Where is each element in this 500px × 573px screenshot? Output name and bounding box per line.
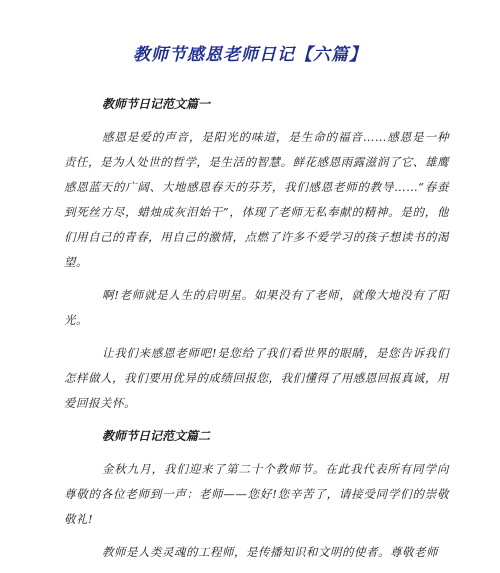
- paragraph: 啊!老师就是人生的启明星。如果没有了老师，就像大地没有了阳光。: [64, 288, 449, 327]
- document-title: 教师节感恩老师日记【六篇】: [133, 45, 367, 65]
- paragraph: 教师是人类灵魂的工程师，是传播知识和文明的使者。尊敬老师: [102, 545, 438, 559]
- document-body: [64, 92, 449, 573]
- paragraph: 感恩是爱的声音，是阳光的味道，是生命的福音……感恩是一种责任，是为人处世的哲学，是生活的智慧。鲜花感恩雨露滋润了它、雄鹰感恩蓝天的广阔、大地感恩春天的芬芳，我们感恩老师的教导……“春蚕到死丝方尽，蜡烛成灰泪始干”，体现了老师无私奉献的精神。是的，他们用自己的青春，用自己的激情，点燃了许多不爱学习的孩子想读书的渴望。: [64, 130, 449, 269]
- paragraph: 金秋九月，我们迎来了第二十个教师节。在此我代表所有同学向尊敬的各位老师到一声：老师——您好!您辛苦了，请接受同学们的崇敬敬礼!: [64, 462, 449, 526]
- section-heading-1: 教师节日记范文篇一: [102, 97, 211, 111]
- section-heading-2: 教师节日记范文篇二: [102, 429, 211, 443]
- paragraph: 让我们来感恩老师吧!是您给了我们看世界的眼睛，是您告诉我们怎样做人，我们要用优异的成绩回报您，我们懂得了用感恩回报真诚，用爱回报关怀。: [64, 346, 449, 410]
